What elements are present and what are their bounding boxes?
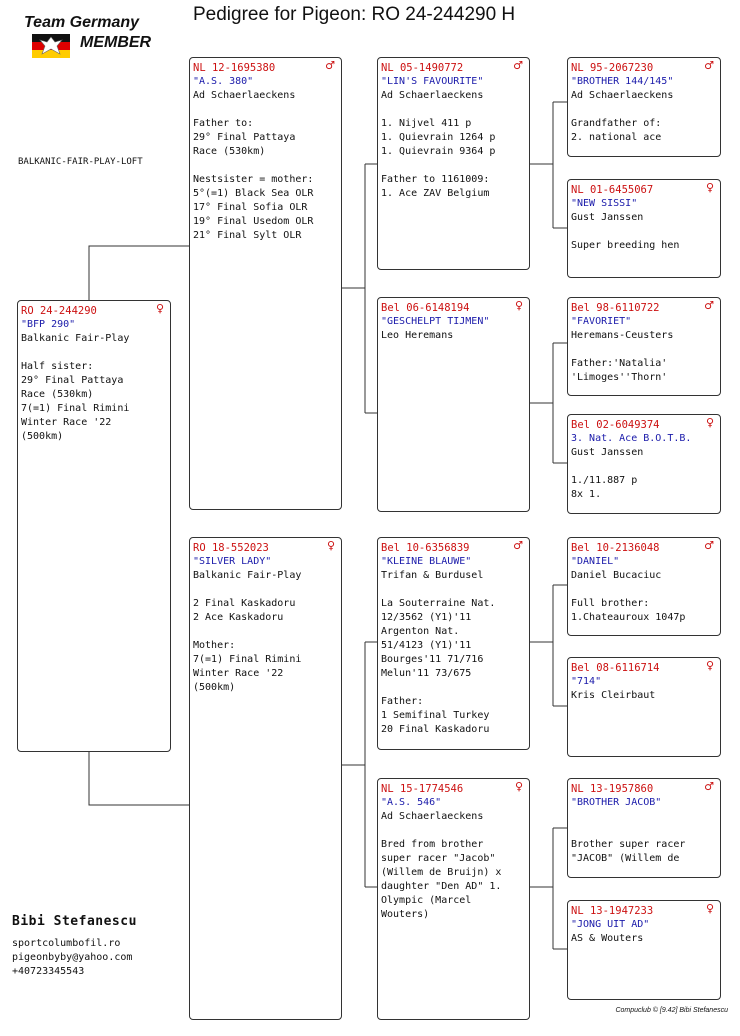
ring-number: NL 12-1695380	[193, 62, 276, 74]
footer-credit: Compuclub © [9.42] Bibi Stefanescu	[615, 1007, 728, 1014]
pigeon-card-subject	[17, 300, 171, 752]
pigeon-notes	[571, 343, 717, 385]
female-symbol-icon: ♀	[705, 902, 714, 915]
note-line: Olympic (Marcel	[381, 895, 472, 906]
female-symbol-icon: ♀	[705, 659, 714, 672]
pigeon-name: "NEW SISSI"	[571, 198, 638, 209]
breeder-name: Trifan & Burdusel	[381, 570, 484, 581]
breeder-name: Leo Heremans	[381, 330, 454, 341]
owner-contact	[12, 914, 137, 979]
pigeon-name: "A.S. 380"	[193, 76, 254, 87]
note-line	[571, 460, 717, 474]
pigeon-notes	[381, 824, 526, 922]
pigeon-card-sd	[377, 297, 530, 512]
page-title: Pedigree for Pigeon: RO 24-244290 H	[193, 4, 516, 25]
loft-name: BALKANIC-FAIR-PLAY-LOFT	[18, 157, 143, 167]
note-line: Grandfather of:	[571, 118, 662, 129]
note-line	[381, 159, 526, 173]
pigeon-name: "LIN'S FAVOURITE"	[381, 76, 484, 87]
logo-line1: Team Germany	[24, 14, 140, 31]
note-line: 21° Final Sylt OLR	[193, 230, 302, 241]
pigeon-card-dss	[567, 537, 721, 636]
pigeon-name: "FAVORIET"	[571, 316, 632, 327]
ring-number: Bel 08-6116714	[571, 662, 660, 674]
ring-number: RO 24-244290	[21, 305, 97, 317]
note-line: 1.Chateauroux 1047p	[571, 612, 686, 623]
male-symbol-icon: ♂	[513, 59, 523, 72]
note-line: super racer "Jacob"	[381, 853, 496, 864]
pigeon-card-sire	[189, 57, 342, 510]
female-symbol-icon: ♀	[705, 181, 714, 194]
note-line: Full brother:	[571, 598, 650, 609]
pigeon-card-ds	[377, 537, 530, 750]
ring-number: NL 15-1774546	[381, 783, 464, 795]
male-symbol-icon: ♂	[704, 780, 714, 793]
breeder-name: Ad Schaerlaeckens	[193, 90, 296, 101]
note-line: Super breeding hen	[571, 240, 680, 251]
note-line	[193, 159, 338, 173]
pigeon-card-dam	[189, 537, 342, 1020]
note-line: 2. national ace	[571, 132, 662, 143]
note-line	[193, 103, 338, 117]
breeder-name	[571, 810, 717, 824]
pigeon-notes	[193, 583, 338, 695]
ring-number: Bel 10-6356839	[381, 542, 470, 554]
note-line: 1. Quievrain 9364 p	[381, 146, 496, 157]
note-line: 29° Final Pattaya	[193, 132, 296, 143]
breeder-name: Ad Schaerlaeckens	[571, 90, 674, 101]
note-line: 17° Final Sofia OLR	[193, 202, 308, 213]
note-line: 2 Final Kaskadoru	[193, 598, 296, 609]
pigeon-name: "JONG UIT AD"	[571, 919, 650, 930]
male-symbol-icon: ♂	[704, 299, 714, 312]
note-line	[193, 583, 338, 597]
pigeon-name: "GESCHELPT TIJMEN"	[381, 316, 490, 327]
breeder-name: Gust Janssen	[571, 212, 644, 223]
note-line: Father:'Natalia'	[571, 358, 668, 369]
ring-number: NL 95-2067230	[571, 62, 654, 74]
ring-number: Bel 10-2136048	[571, 542, 660, 554]
female-symbol-icon: ♀	[514, 780, 523, 793]
note-line	[381, 824, 526, 838]
note-line: (500km)	[21, 431, 64, 442]
pigeon-card-sss	[567, 57, 721, 157]
note-line: La Souterraine Nat.	[381, 598, 496, 609]
note-line: 51/4123 (Y1)'11	[381, 640, 472, 651]
logo-line2: MEMBER	[80, 34, 152, 51]
note-line: 1. Nijvel 411 p	[381, 118, 472, 129]
pigeon-notes	[21, 346, 167, 444]
pigeon-name: "BROTHER 144/145"	[571, 76, 674, 87]
pigeon-notes	[571, 103, 717, 145]
note-line: (500km)	[193, 682, 236, 693]
pigeon-card-sdd	[567, 414, 721, 514]
note-line	[571, 343, 717, 357]
pigeon-card-dds	[567, 778, 721, 878]
ring-number: NL 13-1957860	[571, 783, 654, 795]
female-symbol-icon: ♀	[514, 299, 523, 312]
note-line: Mother:	[193, 640, 236, 651]
male-symbol-icon: ♂	[704, 539, 714, 552]
breeder-name: Gust Janssen	[571, 447, 644, 458]
breeder-name: Heremans-Ceusters	[571, 330, 674, 341]
pigeon-notes	[193, 103, 338, 243]
note-line: Bred from brother	[381, 839, 484, 850]
breeder-name: Ad Schaerlaeckens	[381, 90, 484, 101]
note-line: Argenton Nat.	[381, 626, 460, 637]
female-symbol-icon: ♀	[705, 416, 714, 429]
note-line: 5°(=1) Black Sea OLR	[193, 188, 314, 199]
owner-website: sportcolumbofil.ro	[12, 938, 121, 949]
note-line	[381, 681, 526, 695]
pigeon-notes	[571, 460, 717, 502]
note-line: Father to 1161009:	[381, 174, 490, 185]
note-line: Wouters)	[381, 909, 430, 920]
owner-phone: +40723345543	[12, 966, 85, 977]
note-line: daughter "Den AD" 1.	[381, 881, 502, 892]
ring-number: NL 05-1490772	[381, 62, 464, 74]
breeder-name: Balkanic Fair-Play	[21, 333, 130, 344]
note-line: 19° Final Usedom OLR	[193, 216, 314, 227]
pigeon-name: "BFP 290"	[21, 319, 76, 330]
breeder-name: Ad Schaerlaeckens	[381, 811, 484, 822]
note-line	[571, 103, 717, 117]
pigeon-notes	[381, 103, 526, 201]
note-line: 29° Final Pattaya	[21, 375, 124, 386]
ring-number: NL 13-1947233	[571, 905, 654, 917]
note-line: (Willem de Bruijn) x	[381, 867, 502, 878]
owner-email: pigeonbyby@yahoo.com	[12, 952, 133, 963]
pigeon-name: "714"	[571, 676, 602, 687]
pigeon-card-dd	[377, 778, 530, 1020]
ring-number: Bel 02-6049374	[571, 419, 660, 431]
note-line: 1 Semifinal Turkey	[381, 710, 490, 721]
pigeon-name: "SILVER LADY"	[193, 556, 272, 567]
breeder-name: Kris Cleirbaut	[571, 690, 656, 701]
breeder-name: Balkanic Fair-Play	[193, 570, 302, 581]
owner-name: Bibi Stefanescu	[12, 914, 137, 929]
note-line	[21, 346, 167, 360]
note-line: 1./11.887 p	[571, 475, 638, 486]
pigeon-name: "A.S. 546"	[381, 797, 442, 808]
note-line: "JACOB" (Willem de	[571, 853, 680, 864]
pigeon-notes	[571, 225, 717, 253]
breeder-name: AS & Wouters	[571, 933, 644, 944]
note-line: Race (530km)	[21, 389, 94, 400]
note-line: Winter Race '22	[193, 668, 284, 679]
note-line: 1. Quievrain 1264 p	[381, 132, 496, 143]
pigeon-name: "KLEINE BLAUWE"	[381, 556, 472, 567]
pigeon-name: "DANIEL"	[571, 556, 620, 567]
note-line	[571, 824, 717, 838]
note-line: 1. Ace ZAV Belgium	[381, 188, 490, 199]
note-line: Melun'11 73/675	[381, 668, 472, 679]
male-symbol-icon: ♂	[325, 59, 335, 72]
pigeon-notes	[571, 583, 717, 625]
pigeon-name: "BROTHER JACOB"	[571, 797, 662, 808]
ring-number: NL 01-6455067	[571, 184, 654, 196]
ring-number: RO 18-552023	[193, 542, 269, 554]
pigeon-name: 3. Nat. Ace B.O.T.B.	[571, 433, 692, 444]
pigeon-card-dsd	[567, 657, 721, 757]
note-line: Father to:	[193, 118, 254, 129]
male-symbol-icon: ♂	[513, 539, 523, 552]
male-symbol-icon: ♂	[704, 59, 714, 72]
note-line: Father:	[381, 696, 424, 707]
note-line: 7(=1) Final Rimini	[193, 654, 302, 665]
note-line: Brother super racer	[571, 839, 686, 850]
note-line: 'Limoges''Thorn'	[571, 372, 668, 383]
pigeon-notes	[381, 583, 526, 737]
pigeon-notes	[571, 824, 717, 866]
ring-number: Bel 06-6148194	[381, 302, 470, 314]
pigeon-card-ss	[377, 57, 530, 270]
female-symbol-icon: ♀	[326, 539, 335, 552]
note-line: 7(=1) Final Rimini	[21, 403, 130, 414]
female-symbol-icon: ♀	[155, 302, 164, 315]
breeder-name: Daniel Bucaciuc	[571, 570, 662, 581]
note-line: 2 Ace Kaskadoru	[193, 612, 284, 623]
note-line: Winter Race '22	[21, 417, 112, 428]
pigeon-card-ddd	[567, 900, 721, 1000]
note-line	[571, 583, 717, 597]
note-line	[193, 625, 338, 639]
note-line: 20 Final Kaskadoru	[381, 724, 490, 735]
note-line: Half sister:	[21, 361, 94, 372]
note-line: Race (530km)	[193, 146, 266, 157]
ring-number: Bel 98-6110722	[571, 302, 660, 314]
note-line: Bourges'11 71/716	[381, 654, 484, 665]
pigeon-card-sds	[567, 297, 721, 396]
note-line: 8x 1.	[571, 489, 602, 500]
pigeon-card-ssd	[567, 179, 721, 278]
note-line	[571, 225, 717, 239]
note-line: 12/3562 (Y1)'11	[381, 612, 472, 623]
note-line	[381, 103, 526, 117]
note-line	[381, 583, 526, 597]
note-line: Nestsister = mother:	[193, 174, 314, 185]
